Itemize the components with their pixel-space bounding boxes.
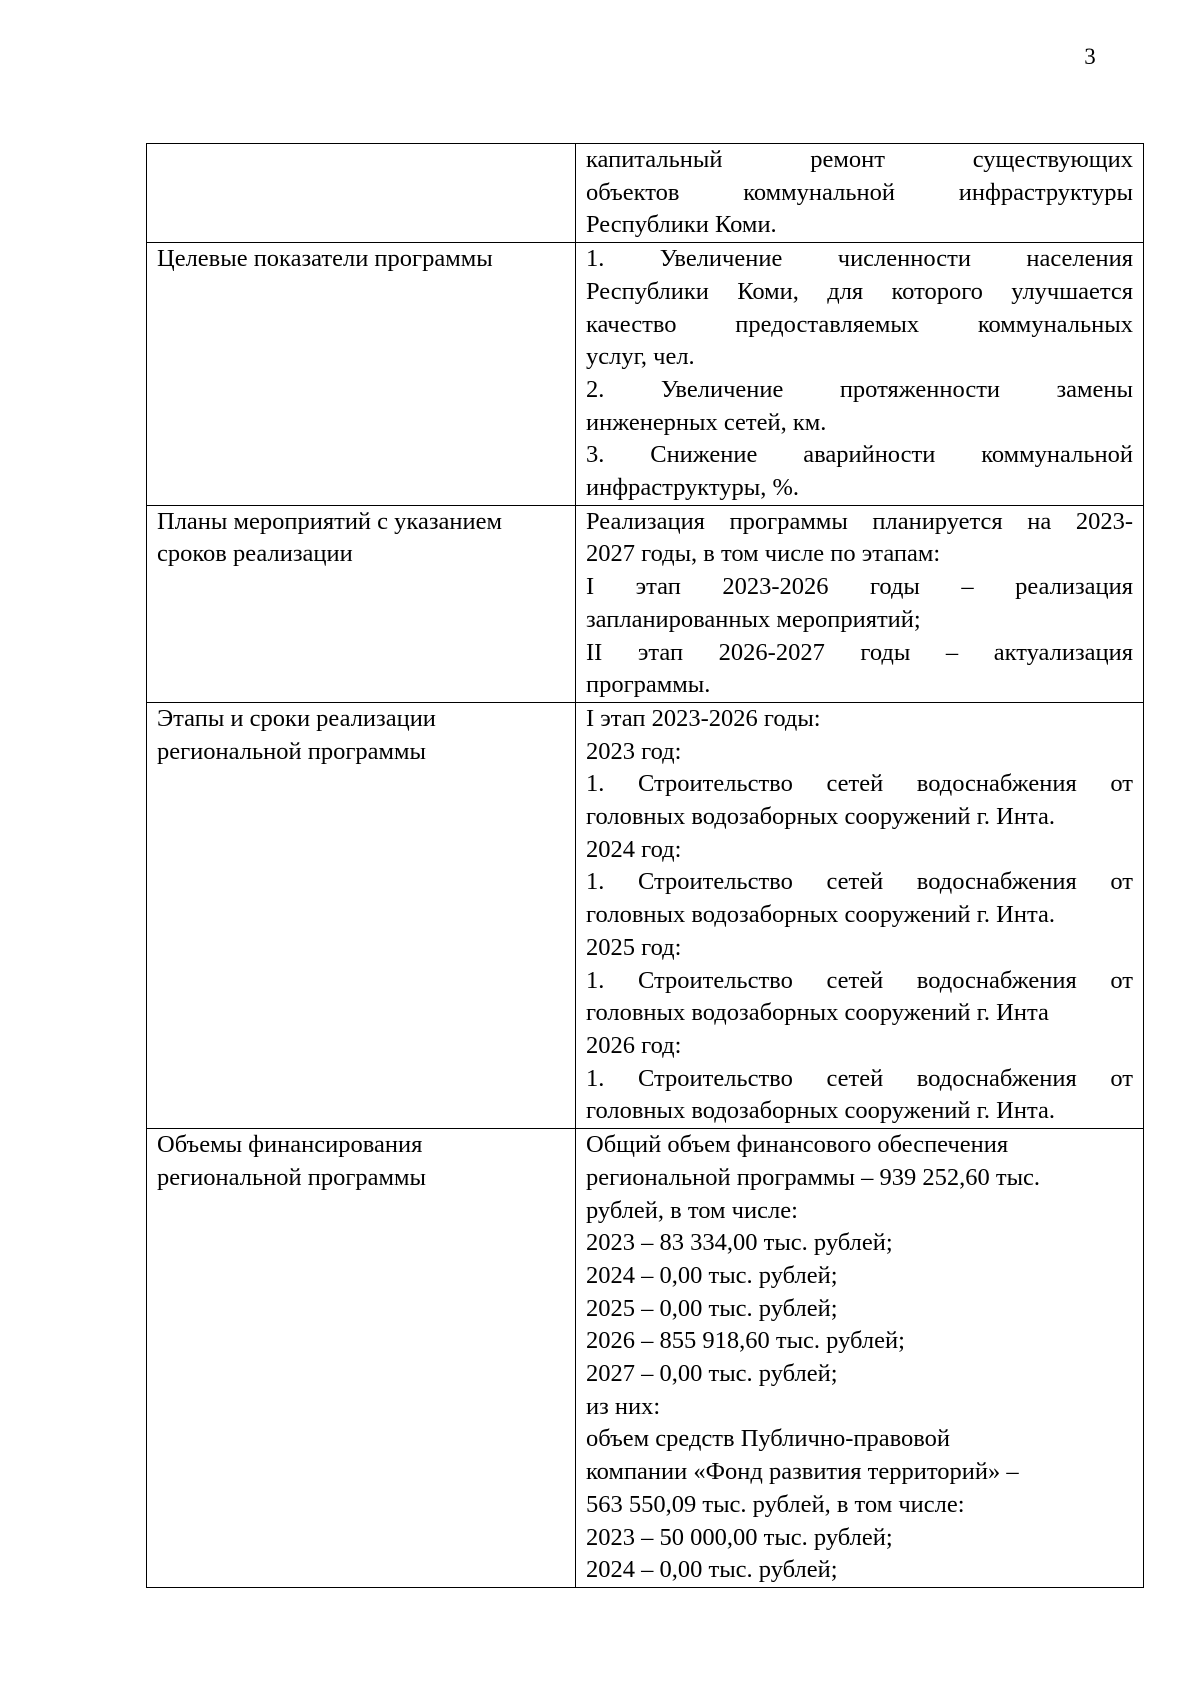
- text-line: 2023 год:: [586, 737, 682, 765]
- row-label-action-plans: [147, 505, 576, 702]
- table-row: [147, 1129, 1144, 1588]
- row-value-funding: [576, 1129, 1144, 1588]
- text-line: из них:: [586, 1392, 661, 1420]
- text-line: 2025 – 0,00 тыс. рублей;: [586, 1294, 838, 1322]
- row-label-stages: [147, 702, 576, 1128]
- text-line: 563 550,09 тыс. рублей, в том числе:: [586, 1490, 965, 1518]
- text-line: услуг, чел.: [586, 343, 695, 371]
- label-line: сроков реализации: [157, 540, 353, 568]
- text-line: Республики Коми.: [586, 211, 777, 239]
- text-line: 2024 – 0,00 тыс. рублей;: [586, 1556, 838, 1584]
- text-line: I этап 2023-2026 годы – реализация: [586, 573, 1133, 601]
- table-row: [147, 702, 1144, 1128]
- row-label-target-indicators: [147, 243, 576, 506]
- program-passport-table: [146, 143, 1144, 1588]
- row-value-stages: [576, 702, 1144, 1128]
- text-line: 2027 годы, в том числе по этапам:: [586, 540, 941, 568]
- text-line: 2026 – 855 918,60 тыс. рублей;: [586, 1327, 905, 1355]
- row-value-action-plans: [576, 505, 1144, 702]
- label-line: региональной программы: [157, 737, 426, 765]
- label-line: региональной программы: [157, 1163, 426, 1191]
- text-line: 2023 – 83 334,00 тыс. рублей;: [586, 1229, 893, 1257]
- text-line: 3. Снижение аварийности коммунальной: [586, 441, 1133, 469]
- text-line: 2026 год:: [586, 1031, 682, 1059]
- text-line: программы.: [586, 671, 711, 699]
- text-line: 2. Увеличение протяженности замены: [586, 375, 1133, 403]
- text-line: головных водозаборных сооружений г. Инта.: [586, 803, 1055, 831]
- text-line: 1. Увеличение численности населения: [586, 245, 1133, 273]
- row-label-funding: [147, 1129, 576, 1588]
- text-line: 2024 год:: [586, 835, 682, 863]
- text-line: I этап 2023-2026 годы:: [586, 704, 821, 732]
- text-line: 1. Строительство сетей водоснабжения от: [586, 868, 1133, 896]
- text-line: Республики Коми, для которого улучшается: [586, 277, 1133, 305]
- row-value-target-indicators: [576, 243, 1144, 506]
- text-line: II этап 2026-2027 годы – актуализация: [586, 638, 1133, 666]
- label-line: Этапы и сроки реализации: [157, 704, 436, 732]
- text-line: 1. Строительство сетей водоснабжения от: [586, 966, 1133, 994]
- text-line: запланированных мероприятий;: [586, 605, 921, 633]
- text-line: рублей, в том числе:: [586, 1196, 798, 1224]
- row-value-objectives-continued: [576, 144, 1144, 243]
- table-row: [147, 144, 1144, 243]
- label-line: Объемы финансирования: [157, 1131, 423, 1159]
- text-line: капитальный ремонт существующих: [586, 146, 1133, 173]
- text-line: 1. Строительство сетей водоснабжения от: [586, 1064, 1133, 1092]
- text-line: инженерных сетей, км.: [586, 408, 827, 436]
- text-line: 2025 год:: [586, 933, 682, 961]
- text-line: региональной программы – 939 252,60 тыс.: [586, 1163, 1041, 1191]
- text-line: головных водозаборных сооружений г. Инта.: [586, 1097, 1055, 1125]
- text-line: качество предоставляемых коммунальных: [586, 310, 1133, 338]
- table-row: [147, 505, 1144, 702]
- text-line: 2023 – 50 000,00 тыс. рублей;: [586, 1523, 893, 1551]
- text-line: Реализация программы планируется на 2023-: [586, 507, 1133, 535]
- label-line: Планы мероприятий с указанием: [157, 507, 502, 535]
- text-line: головных водозаборных сооружений г. Инта.: [586, 901, 1055, 929]
- text-line: 2024 – 0,00 тыс. рублей;: [586, 1261, 838, 1289]
- table-row: [147, 243, 1144, 506]
- page-number: 3: [1084, 44, 1096, 69]
- text-line: инфраструктуры, %.: [586, 474, 799, 502]
- text-line: головных водозаборных сооружений г. Инта: [586, 999, 1049, 1027]
- text-line: 2027 – 0,00 тыс. рублей;: [586, 1360, 838, 1388]
- text-line: объектов коммунальной инфраструктуры: [586, 178, 1133, 206]
- text-line: объем средств Публично-правовой: [586, 1425, 950, 1453]
- text-line: Общий объем финансового обеспечения: [586, 1131, 1009, 1159]
- label-line: Целевые показатели программы: [157, 245, 493, 273]
- text-line: 1. Строительство сетей водоснабжения от: [586, 770, 1133, 798]
- row-label-empty: [147, 144, 576, 243]
- text-line: компании «Фонд развития территорий» –: [586, 1458, 1019, 1486]
